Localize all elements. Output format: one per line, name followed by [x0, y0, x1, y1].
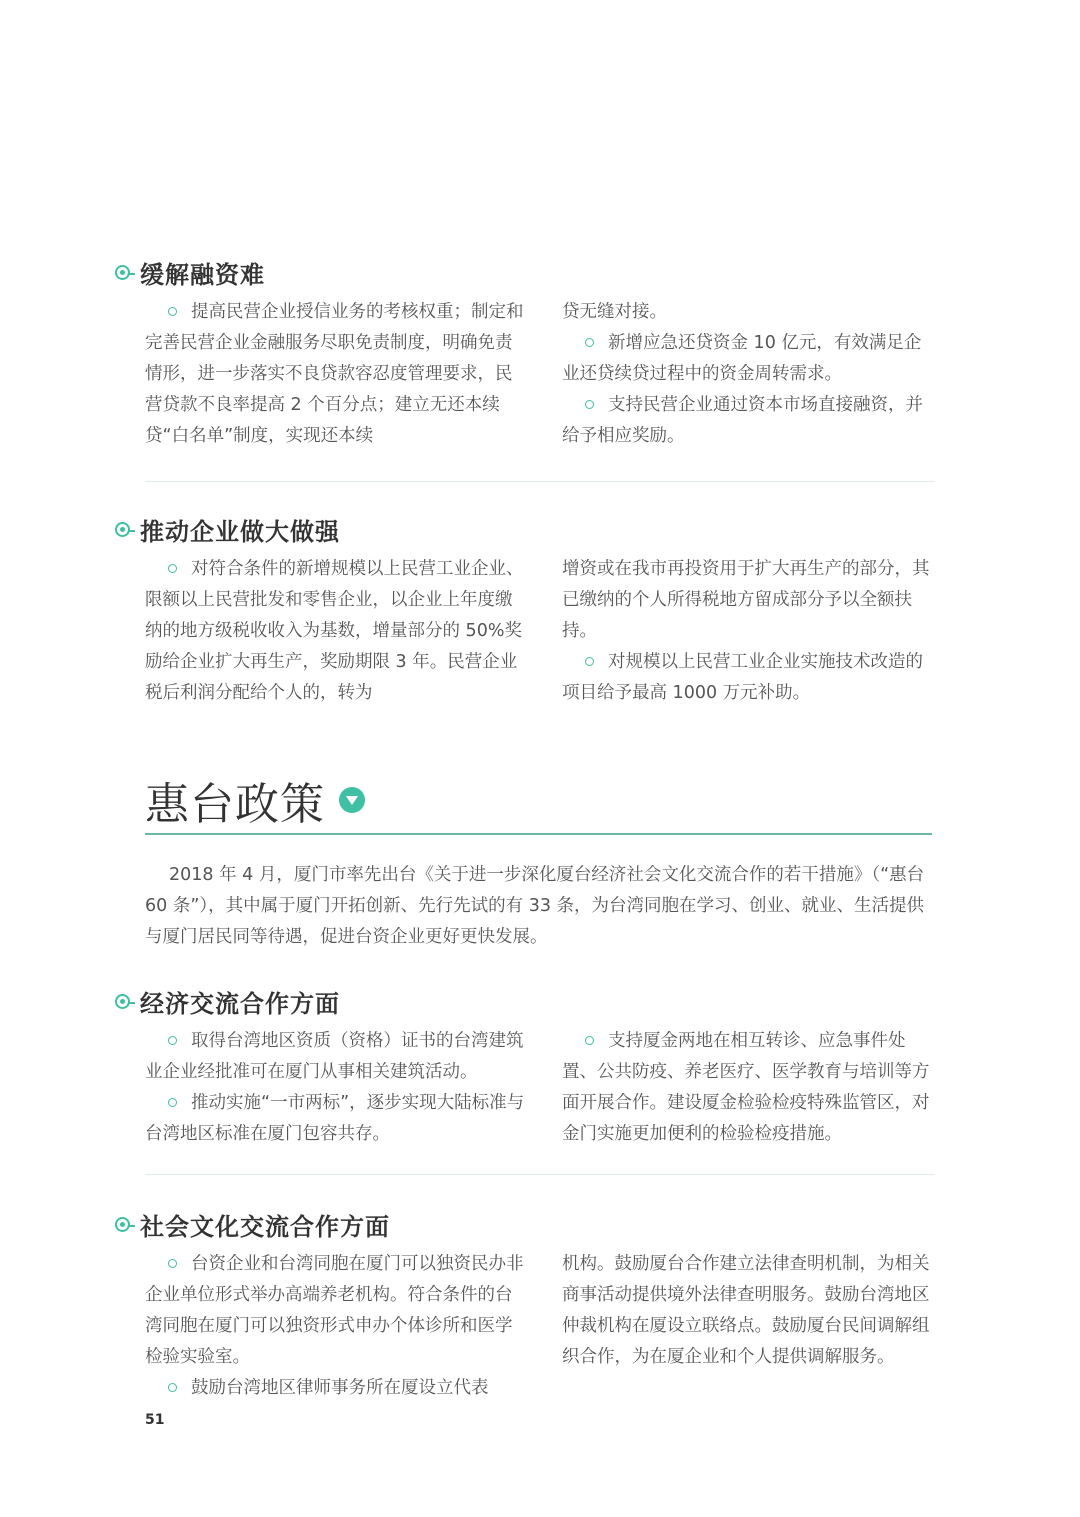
heading-text: 经济交流合作方面	[140, 990, 340, 1018]
target-bullet-icon	[115, 1217, 130, 1232]
title-text: 惠台政策	[145, 779, 325, 830]
intro-paragraph: 2018 年 4 月，厦门市率先出台《关于进一步深化厦台经济社会文化交流合作的若干措施》（“惠台 60 条”），其中属于厦门开拓创新、先行先试的有 33 条，为台湾同胞在学习、创业、就业、生活提供与厦门居民同等待遇，促进台资企业更好更快发展。	[145, 865, 925, 947]
paragraph: 台资企业和台湾同胞在厦门可以独资民办非企业单位形式举办高端养老机构。符合条件的台湾同胞在厦门可以独资形式申办个体诊所和医学检验实验室。	[145, 1254, 524, 1367]
paragraph: 鼓励台湾地区律师事务所在厦设立代表	[145, 1373, 525, 1404]
section-heading-social	[115, 1207, 390, 1242]
circle-bullet-icon	[168, 307, 177, 316]
heading-text: 缓解融资难	[140, 261, 265, 289]
paragraph: 推动实施“一市两标”，逐步实现大陆标准与台湾地区标准在厦门包容共存。	[145, 1093, 525, 1144]
paragraph: 贷无缝对接。	[562, 302, 667, 322]
circle-bullet-icon	[168, 564, 177, 573]
paragraph: 提高民营企业授信业务的考核权重；制定和完善民营企业金融服务尽职免责制度，明确免责情形，进一步落实不良贷款容忍度管理要求，民营贷款不良率提高 2 个百分点；建立无还本续贷“白名单”制度，实现还本续	[145, 302, 524, 446]
page-title	[145, 768, 365, 832]
paragraph: 支持厦金两地在相互转诊、应急事件处置、公共防疫、养老医疗、医学教育与培训等方面开展合作。建设厦金检验检疫特殊监管区，对金门实施更加便利的检验检疫措施。	[562, 1031, 930, 1144]
right-column	[562, 554, 937, 709]
section-heading-financing	[115, 255, 265, 290]
target-bullet-icon	[115, 265, 130, 280]
paragraph: 机构。鼓励厦台合作建立法律查明机制，为相关商事活动提供境外法律查明服务。鼓励台湾地区仲裁机构在厦设立联络点。鼓励厦台民间调解组织合作，为在厦企业和个人提供调解服务。	[562, 1254, 930, 1367]
divider	[145, 481, 935, 482]
heading-text: 社会文化交流合作方面	[140, 1213, 390, 1241]
circle-bullet-icon	[585, 1036, 594, 1045]
right-column	[562, 1249, 937, 1373]
paragraph: 支持民营企业通过资本市场直接融资，并给予相应奖励。	[562, 395, 923, 446]
page-number: 51	[145, 1412, 165, 1428]
right-column	[562, 1026, 937, 1150]
paragraph: 新增应急还贷资金 10 亿元，有效满足企业还贷续贷过程中的资金周转需求。	[562, 333, 922, 384]
circle-bullet-icon	[585, 338, 594, 347]
heading-text: 推动企业做大做强	[140, 518, 340, 546]
circle-bullet-icon	[585, 400, 594, 409]
divider	[145, 1174, 935, 1175]
right-column	[562, 297, 937, 452]
left-column	[145, 1249, 525, 1404]
circle-bullet-icon	[168, 1036, 177, 1045]
title-underline	[145, 833, 932, 835]
target-bullet-icon	[115, 994, 130, 1009]
paragraph: 取得台湾地区资质（资格）证书的台湾建筑业企业经批准可在厦门从事相关建筑活动。	[145, 1031, 524, 1082]
circle-bullet-icon	[168, 1098, 177, 1107]
target-bullet-icon	[115, 522, 130, 537]
circle-bullet-icon	[168, 1383, 177, 1392]
left-column	[145, 297, 525, 452]
circle-bullet-icon	[585, 657, 594, 666]
section-heading-growth	[115, 512, 340, 547]
paragraph: 对符合条件的新增规模以上民营工业企业、限额以上民营批发和零售企业，以企业上年度缴纳的地方级税收收入为基数，增量部分的 50%奖励给企业扩大再生产，奖励期限 3 年。民营企业税后利润分配给个人的，转为	[145, 559, 524, 703]
section-heading-economic	[115, 984, 340, 1019]
down-triangle-icon	[339, 787, 365, 813]
left-column	[145, 554, 525, 709]
circle-bullet-icon	[168, 1259, 177, 1268]
left-column	[145, 1026, 525, 1150]
paragraph: 增资或在我市再投资用于扩大再生产的部分，其已缴纳的个人所得税地方留成部分予以全额扶持。	[562, 559, 930, 641]
paragraph: 对规模以上民营工业企业实施技术改造的项目给予最高 1000 万元补助。	[562, 652, 923, 703]
